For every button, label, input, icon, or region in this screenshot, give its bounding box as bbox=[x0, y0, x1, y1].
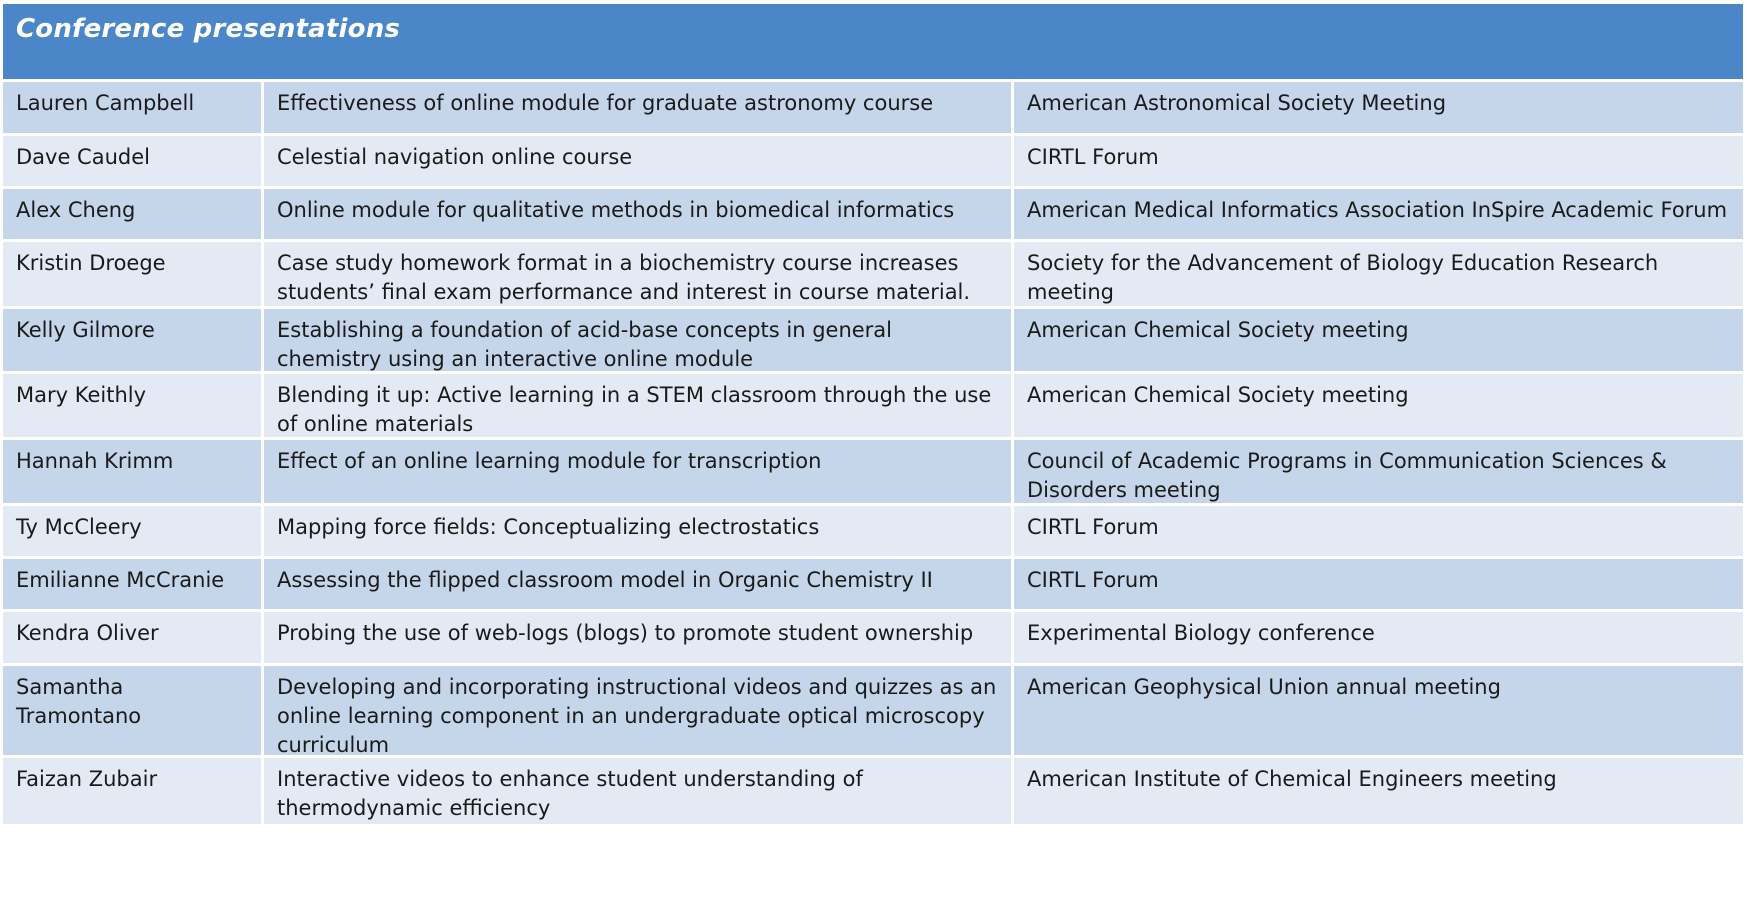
conference-venue: American Institute of Chemical Engineers meeting bbox=[1027, 767, 1557, 791]
table-row bbox=[3, 82, 1743, 136]
presenter-name: Alex Cheng bbox=[3, 189, 264, 239]
presentation-topic: Online module for qualitative methods in biomedical informatics bbox=[264, 189, 1014, 239]
conference-venue: Council of Academic Programs in Communication Sciences & Disorders meeting bbox=[1027, 449, 1667, 502]
presentation-topic: Celestial navigation online course bbox=[264, 136, 1014, 186]
conference-venue: American Geophysical Union annual meeting bbox=[1027, 675, 1501, 699]
table-row bbox=[3, 506, 1743, 559]
presentation-topic: Assessing the flipped classroom model in Organic Chemistry II bbox=[264, 559, 1014, 609]
table-row bbox=[3, 559, 1743, 612]
presenter-name: Dave Caudel bbox=[3, 136, 264, 186]
presentation-topic: Establishing a foundation of acid-base concepts in general chemistry using an interactive online module bbox=[264, 309, 1014, 371]
presenter-name: Kristin Droege bbox=[3, 242, 264, 306]
table-row bbox=[3, 242, 1743, 309]
conference-venue: CIRTL Forum bbox=[1027, 145, 1159, 169]
presenter-name: Mary Keithly bbox=[3, 374, 264, 437]
presentation-topic: Effect of an online learning module for transcription bbox=[264, 440, 1014, 503]
conference-venue: American Medical Informatics Association InSpire Academic Forum bbox=[1027, 198, 1728, 222]
presentation-topic: Mapping force fields: Conceptualizing electrostatics bbox=[264, 506, 1014, 556]
table-row bbox=[3, 309, 1743, 374]
conference-venue: CIRTL Forum bbox=[1027, 568, 1159, 592]
table-row bbox=[3, 374, 1743, 440]
presenter-name: Emilianne McCranie bbox=[3, 559, 264, 609]
presenter-name: Kelly Gilmore bbox=[3, 309, 264, 371]
page-title: Conference presentations bbox=[16, 14, 401, 44]
conference-venue: CIRTL Forum bbox=[1027, 515, 1159, 539]
conference-venue: American Astronomical Society Meeting bbox=[1027, 91, 1447, 115]
presenter-name: Ty McCleery bbox=[3, 506, 264, 556]
presentations-table bbox=[3, 4, 1743, 824]
presenter-name: Lauren Campbell bbox=[3, 82, 264, 133]
table-row bbox=[3, 136, 1743, 189]
table-row bbox=[3, 440, 1743, 506]
presentation-topic: Case study homework format in a biochemistry course increases students’ final exam performance and interest in course material. bbox=[264, 242, 1014, 306]
table-row bbox=[3, 189, 1743, 242]
presenter-name: Faizan Zubair bbox=[3, 758, 264, 824]
table-row bbox=[3, 612, 1743, 666]
presenter-name: Samantha Tramontano bbox=[3, 666, 264, 755]
presentation-topic: Effectiveness of online module for graduate astronomy course bbox=[264, 82, 1014, 133]
presentation-topic: Interactive videos to enhance student understanding of thermodynamic efficiency bbox=[264, 758, 1014, 824]
table-header bbox=[3, 4, 1743, 82]
conference-venue: Society for the Advancement of Biology Education Research meeting bbox=[1027, 251, 1659, 304]
presentation-topic: Developing and incorporating instructional videos and quizzes as an online learning component in an undergraduate optical microscopy curriculum bbox=[264, 666, 1014, 755]
presenter-name: Hannah Krimm bbox=[3, 440, 264, 503]
conference-venue: Experimental Biology conference bbox=[1027, 621, 1375, 645]
presentation-topic: Blending it up: Active learning in a STEM classroom through the use of online materials bbox=[264, 374, 1014, 437]
conference-venue: American Chemical Society meeting bbox=[1027, 318, 1409, 342]
presentation-topic: Probing the use of web-logs (blogs) to promote student ownership bbox=[264, 612, 1014, 663]
table-row bbox=[3, 666, 1743, 758]
presenter-name: Kendra Oliver bbox=[3, 612, 264, 663]
conference-venue: American Chemical Society meeting bbox=[1027, 383, 1409, 407]
table-row bbox=[3, 758, 1743, 824]
